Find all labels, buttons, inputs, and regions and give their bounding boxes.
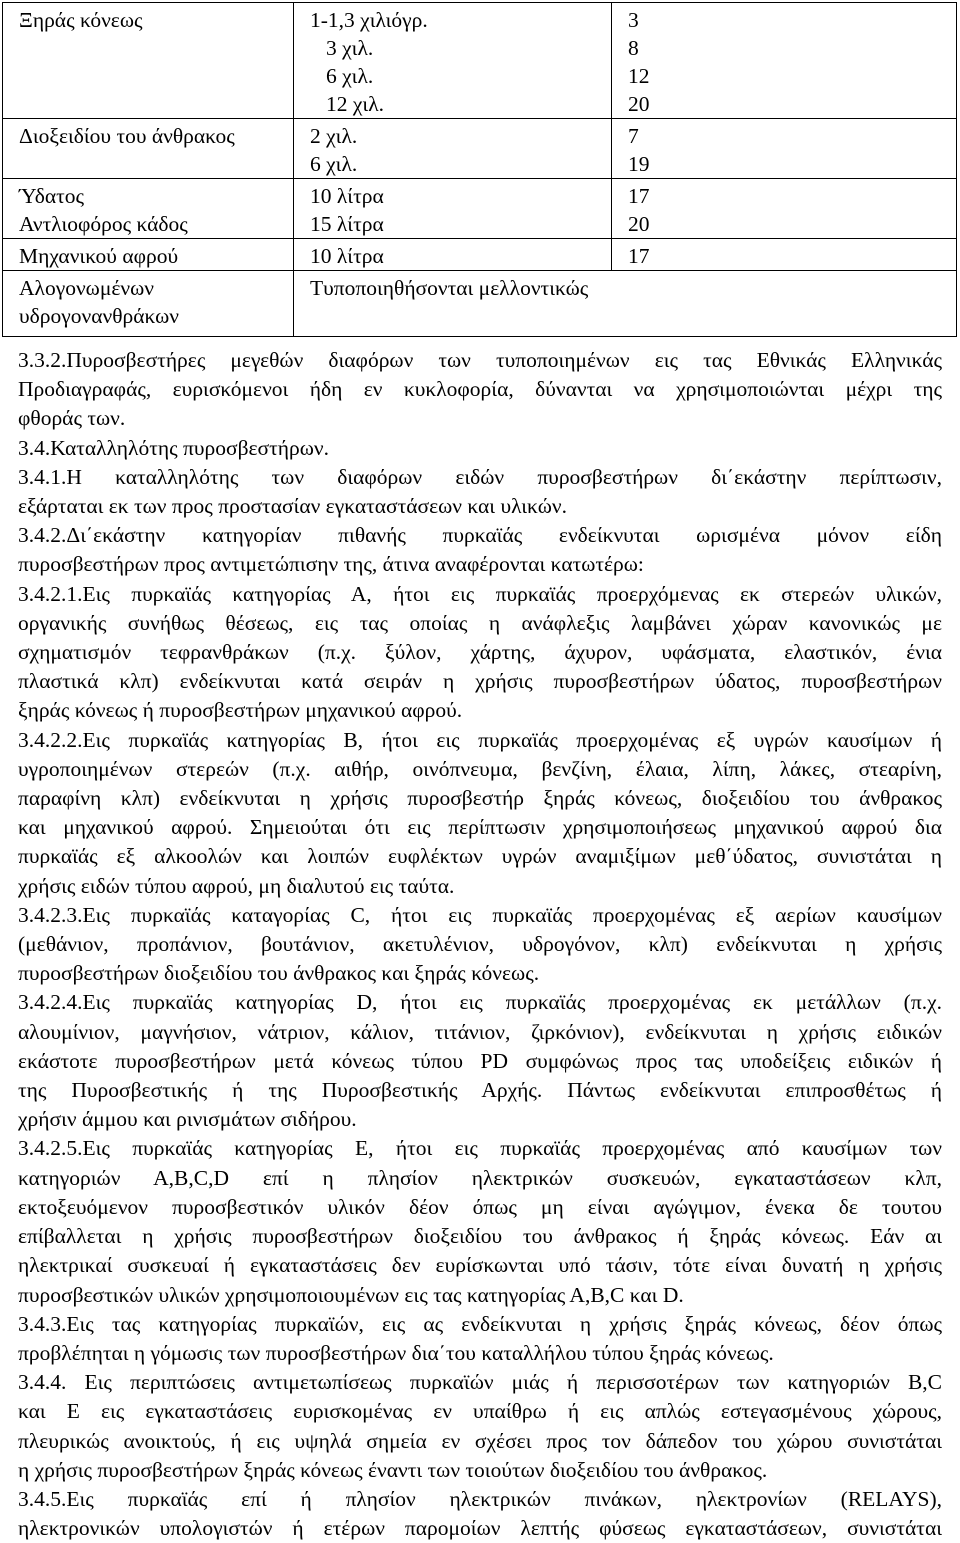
cell-line: 17 <box>628 244 650 268</box>
cell-line: 10 λίτρα <box>310 184 384 208</box>
cell-line: 12 χιλ. <box>326 92 385 116</box>
text-line: πυροσβεστήρων διοξειδίου του άνθρακος και ξηράς κόνεως. <box>18 961 540 986</box>
text-line: ξηράς κόνεως ή πυροσβεστήρων μηχανικού αφρού. <box>18 698 463 723</box>
capacity-cell <box>294 119 612 179</box>
cell-line: 2 χιλ. <box>310 124 358 148</box>
text-line: εξάρταται εκ των προς προστασίαν εγκαταστάσεων και υλικών. <box>18 494 567 519</box>
cell-line: 1-1,3 χιλιόγρ. <box>310 8 428 32</box>
capacity-cell <box>294 239 612 271</box>
text-line: παραφίνη κλπ) ενδείκνυται η χρήσις πυροσβεστήρ ξηράς κόνεως, διοξειδίου του άνθρακος <box>18 786 942 811</box>
cell-line: 6 χιλ. <box>326 64 374 88</box>
cell-line: 10 λίτρα <box>310 244 384 268</box>
value-cell <box>612 239 957 271</box>
cell-line: 7 <box>628 124 639 148</box>
text-line: ηλεκτρονικών υπολογιστών ή ετέρων παρομοίων λεπτής φύσεως εγκαταστάσεων, συνιστάται <box>18 1516 942 1541</box>
cell-line: 19 <box>628 152 650 176</box>
capacity-cell <box>294 179 612 239</box>
cell-line: 20 <box>628 212 650 236</box>
table-row <box>3 179 957 239</box>
text-line: 3.4.3.Εις τας κατηγορίας πυρκαϊών, εις ας ενδείκνυται η χρήσις ξηράς κόνεως, δέον όπως <box>18 1311 942 1336</box>
cell-line: 17 <box>628 184 650 208</box>
text-line: 3.4.5.Εις πυρκαϊάς επί ή πλησίον ηλεκτρικών πινάκων, ηλεκτρονίων (RELAYS), <box>18 1486 942 1511</box>
text-line: φθοράς των. <box>18 406 126 431</box>
cell-line: 8 <box>628 36 639 60</box>
text-line: πυροσβεστήρων προς αντιμετώπισην της, άτινα αναφέρονται κατωτέρω: <box>18 552 644 577</box>
text-line: της Πυροσβεστικής ή της Πυροσβεστικής Αρχής. Πάντως ενδείκνυται επιπροσθέτως ή <box>18 1078 942 1103</box>
text-line: η χρήσις πυροσβεστήρων ξηράς κόνεως έναντι των τοιούτων διοξειδίου του άνθρακος. <box>18 1457 768 1482</box>
text-line: και Ε εις εγκαταστάσεις ευρισκομένας εν υπαίθρω ή εις απλώς εστεγασμένους χώρους, <box>18 1399 942 1424</box>
body-text <box>18 346 942 1543</box>
text-line: πλευρικώς ανοικτούς, ή εις υψηλά σημεία εν σχέσει προς τον δάπεδον του χώρου συνιστάται <box>18 1428 942 1453</box>
cell-line: 6 χιλ. <box>310 152 358 176</box>
text-line: προβλέπηται η γόμωσις των πυροσβεστήρων δια΄του καταλλήλου τύπου ξηράς κόνεως. <box>18 1340 774 1365</box>
cell-line: Μηχανικού αφρού <box>19 244 179 268</box>
text-line: σχηματισμόν τεφρανθράκων (π.χ. ξύλον, χάρτης, άχυρον, υφάσματα, ελαστικόν, ένια <box>18 640 942 665</box>
capacity-cell <box>294 3 612 119</box>
cell-line: Ξηράς κόνεως <box>19 8 143 32</box>
cell-line: 12 <box>628 64 650 88</box>
table-row <box>3 271 957 337</box>
text-line: 3.3.2.Πυροσβεστήρες μεγεθών διαφόρων των τυποποιημένων εις τας Εθνικάς Ελληνικάς <box>18 348 942 372</box>
text-line: 3.4.Καταλληλότης πυροσβεστήρων. <box>18 435 329 460</box>
value-cell <box>612 3 957 119</box>
text-line: και μηχανικού αφρού. Σημειούται ότι εις περίπτωσιν χρησιμοποιήσεως μηχανικού αφρού δια <box>18 815 942 840</box>
cell-line: 3 χιλ. <box>326 36 374 60</box>
text-line: (μεθάνιον, προπάνιον, βουτάνιον, ακετυλένιον, υδρογόνον, κλπ) ενδείκνυται η χρήσις <box>18 932 942 957</box>
text-line: πυροσβεστικών υλικών χρησιμοποιουμένων εις τας κατηγορίας Α,Β,C και D. <box>18 1282 684 1307</box>
cell-line: Ύδατος <box>19 184 85 208</box>
text-line: 3.4.2.Δι΄εκάστην κατηγορίαν πιθανής πυρκαϊάς ενδείκνυται ωρισμένα μόνον είδη <box>18 523 942 548</box>
text-line: εκάστοτε πυροσβεστήρων μετά κόνεως τύπου PD συμφώνως προς τας υποδείξεις ειδικών ή <box>18 1048 942 1073</box>
text-line: χρήσιν άμμου και ρινισμάτων σιδήρου. <box>18 1107 357 1132</box>
text-line: υγροποιημένων στερεών (π.χ. αιθήρ, οινόπνευμα, βενζίνη, έλαια, λίπη, λάκες, στεαρίνη, <box>18 756 942 781</box>
text-line: πλαστικά κλπ) ενδείκνυται κατά σειράν η χρήσις πυροσβεστήρων ύδατος, πυροσβεστήρων <box>18 669 942 694</box>
cell-line: υδρογονανθράκων <box>19 304 180 328</box>
cell-line: Αλογονωμένων <box>19 276 154 300</box>
agent-cell <box>3 239 294 271</box>
text-line: 3.4.2.5.Εις πυρκαϊάς κατηγορίας Ε, ήτοι εις πυρκαϊάς προερχομένας από καυσίμων των <box>18 1136 942 1161</box>
agent-cell <box>3 119 294 179</box>
text-line: ηλεκτρικαί συσκευαί ή εγκαταστάσεις δεν ευρίσκωνται υπό τάσιν, τότε είναι δυνατή η χρήσις <box>18 1253 942 1278</box>
cell-line: 15 λίτρα <box>310 212 384 236</box>
text-line: 3.4.2.3.Εις πυρκαϊάς καταγορίας C, ήτοι εις πυρκαϊάς προερχομένας εξ αερίων καυσίμων <box>18 902 942 927</box>
text-line: 3.4.2.1.Εις πυρκαϊάς κατηγορίας Α, ήτοι εις πυρκαϊάς προερχόμενας εκ στερεών υλικών, <box>18 581 942 606</box>
cell-line: Αντλιοφόρος κάδος <box>19 212 188 236</box>
text-line: οργανικής συνήθως θέσεως, εις τας οποίας η ανάφλεξις λαμβάνει χώραν κανονικώς με <box>18 610 942 635</box>
cell-line: 3 <box>628 8 639 32</box>
extinguisher-table <box>2 2 957 337</box>
text-line: Προδιαγραφάς, ευρισκόμενοι ήδη εν κυκλοφορία, δύνανται να χρησιμοποιώνται μέχρι της <box>18 377 942 402</box>
text-line: χρήσις ειδών τύπου αφρού, μη διαλυτού εις ταύτα. <box>18 873 455 898</box>
cell-line: 20 <box>628 92 650 116</box>
text-line: αλουμίνιον, μαγνήσιον, νάτριον, κάλιον, τιτάνιον, ζιρκόνιον), ενδείκνυται η χρήσις ειδικών <box>18 1019 942 1044</box>
text-line: πυρκαϊάς εξ αλκοολών και λοιπών ευφλέκτων υγρών αναμιξίμων μεθ΄ύδατος, συνιστάται η <box>18 844 942 869</box>
agent-cell <box>3 179 294 239</box>
value-cell <box>612 179 957 239</box>
table-row <box>3 3 957 119</box>
text-line: 3.4.2.2.Εις πυρκαϊάς κατηγορίας Β, ήτοι εις πυρκαϊάς προερχομένας εξ υγρών καυσίμων ή <box>18 727 942 752</box>
text-line: 3.4.2.4.Εις πυρκαϊάς κατηγορίας D, ήτοι εις πυρκαϊάς προερχομένας εκ μετάλλων (π.χ. <box>18 990 942 1015</box>
text-line: εκτοξευόμενον πυροσβεστικόν υλικόν δέον όπως μη είναι αγώγιμον, ένεκα δε τουτου <box>18 1194 942 1219</box>
table-row <box>3 239 957 271</box>
agent-cell <box>3 3 294 119</box>
text-line: κατηγοριών Α,Β,C,D επί η πλησίον ηλεκτρικών συσκευών, εγκαταστάσεων κλπ, <box>18 1165 942 1190</box>
cell-line: Διοξειδίου του άνθρακος <box>19 124 235 148</box>
text-line: 3.4.1.Η καταλληλότης των διαφόρων ειδών πυροσβεστήρων δι΄εκάστην περίπτωσιν, <box>18 464 942 489</box>
merged-cell: Τυποποιηθήσονται μελλοντικώς <box>294 271 957 337</box>
text-line: επίβαλλεται η χρήσις πυροσβεστήρων διοξειδίου του άνθρακος ή ξηράς κόνεως. Εάν αι <box>18 1224 942 1249</box>
agent-cell <box>3 271 294 337</box>
table-row <box>3 119 957 179</box>
value-cell <box>612 119 957 179</box>
text-line: 3.4.4. Εις περιπτώσεις αντιμετωπίσεως πυρκαϊών μιάς ή περισσοτέρων των κατηγοριών Β,C <box>18 1370 942 1395</box>
